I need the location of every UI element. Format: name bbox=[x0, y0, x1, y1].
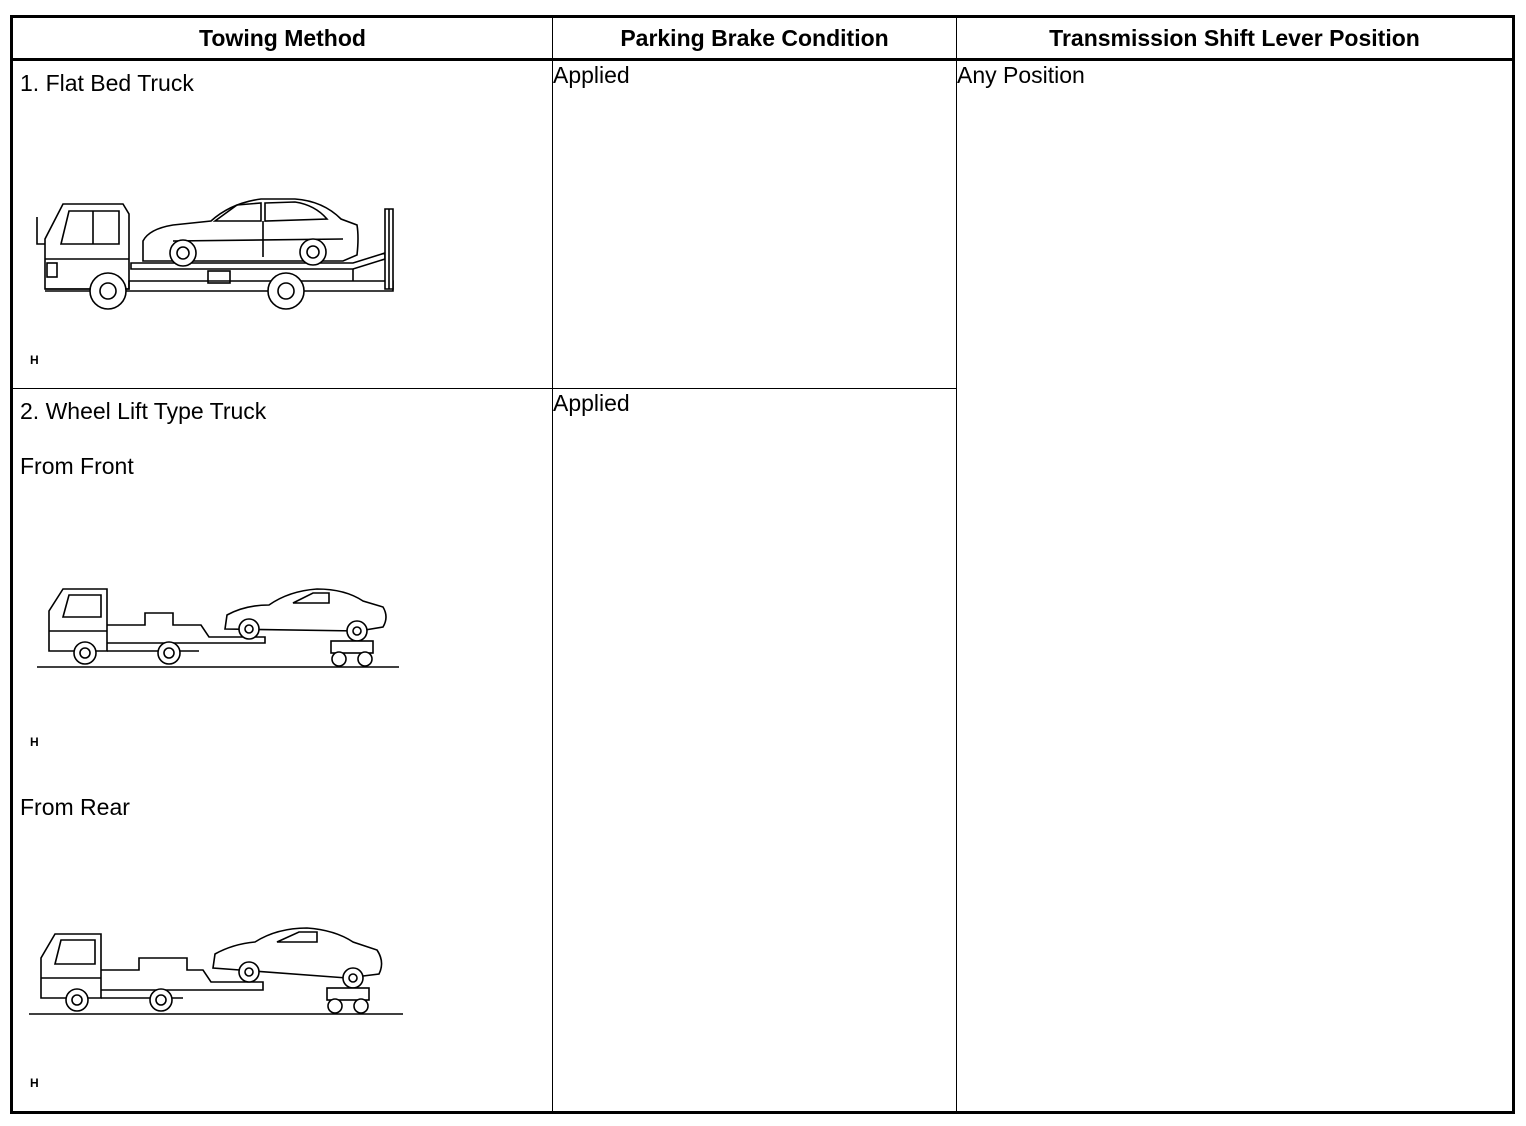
wheel-lift-rear-illustration bbox=[27, 924, 407, 1019]
flat-bed-truck-illustration bbox=[23, 179, 403, 324]
towing-table bbox=[10, 15, 1515, 1114]
from-front-figure-code: H bbox=[30, 735, 39, 749]
from-rear-figure-code: H bbox=[30, 1076, 39, 1090]
shift-lever-cell bbox=[957, 60, 1514, 1113]
flat-bed-method-cell bbox=[12, 60, 553, 389]
header-row bbox=[12, 17, 1514, 60]
header-towing-method: Towing Method bbox=[12, 17, 553, 60]
flat-bed-figure-code: H bbox=[30, 353, 39, 367]
flat-bed-label: 1. Flat Bed Truck bbox=[20, 70, 194, 96]
wheel-lift-brake-value: Applied bbox=[553, 390, 630, 416]
wheel-lift-label: 2. Wheel Lift Type Truck bbox=[20, 398, 267, 424]
header-parking-brake: Parking Brake Condition bbox=[553, 17, 957, 60]
shift-lever-value: Any Position bbox=[957, 62, 1085, 88]
flat-bed-brake-cell bbox=[553, 60, 957, 389]
row-flat-bed bbox=[12, 60, 1514, 389]
flat-bed-brake-value: Applied bbox=[553, 62, 630, 88]
wheel-lift-method-cell bbox=[12, 389, 553, 1113]
header-shift-lever: Transmission Shift Lever Position bbox=[957, 17, 1514, 60]
wheel-lift-front-illustration bbox=[33, 581, 403, 671]
from-rear-label: From Rear bbox=[20, 794, 130, 820]
from-front-label: From Front bbox=[20, 453, 134, 479]
wheel-lift-brake-cell bbox=[553, 389, 957, 1113]
